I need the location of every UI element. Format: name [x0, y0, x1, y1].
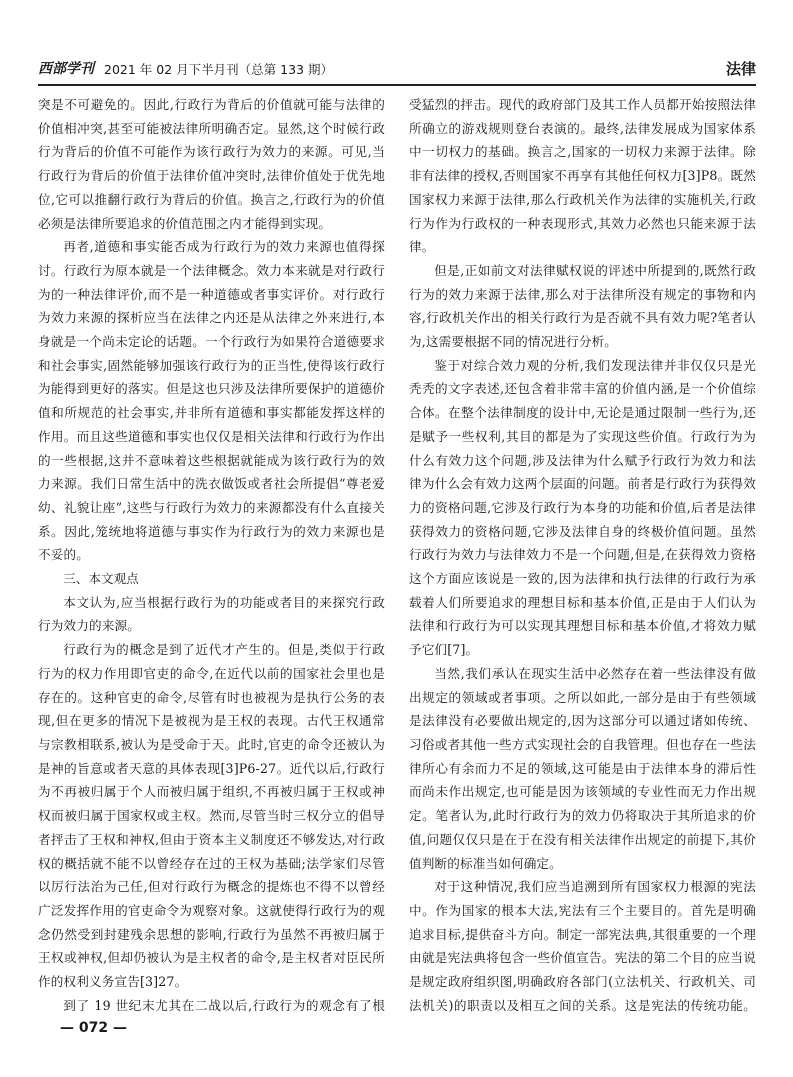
right-column: [409, 93, 756, 1013]
paragraph: 突是不可避免的。因此,行政行为背后的价值就可能与法律的价值相冲突,甚至可能被法律所明确否定。显然,这个时候行政行为背后的价值不可能作为该行政行为效力的来源。可见,当行政行为背后的价值于法律价值冲突时,法律价值处于优先地位,它可以推翻行政行为背后的价值。换言之,行政行为的价值必须是法律所要追求的价值范围之内才能得到实现。: [38, 97, 385, 231]
section-heading: 三、本文观点: [63, 571, 139, 587]
paragraph: 但是,正如前文对法律赋权说的评述中所提到的,既然行政行为的效力来源于法律,那么对于法律所没有规定的事物和内容,行政机关作出的相关行政行为是否就不具有效力呢?笔者认为,这需要根据不同的情况进行分析。: [409, 262, 756, 350]
paragraph: 行政行为的概念是到了近代才产生的。但是,类似于行政行为的权力作用即官吏的命令,在近代以前的国家社会里也是存在的。这种官吏的命令,尽管有时也被视为是执行公务的表现,但在更多的情况下是被视为是王权的表现。古代王权通常与宗教相联系,被认为是受命于天。此时,官吏的命令还被认为是神的旨意或者天意的具体表现[3]P6-27。近代以后,行政行为不再被归属于个人而被归属于组织,不再被归属于王权或神权而被归属于国家权或主权。然而,尽管当时三权分立的倡导者抨击了王权和神权,但由于资本主义制度还不够发达,对行政权的概括就不能不以曾经存在过的王权为基础;法学家们尽管以厉行法治为己任,但对行政行为概念的提炼也不得不以曾经广泛发挥作用的官吏命令为观察对象。这就使得行政行为的观念仍然受到封建残余思想的影响,行政行为虽然不再被归属于王权或神权,但却仍被认为是主权者的命令,是主权者对臣民所作的权利义务宣告[3]27。: [38, 642, 385, 990]
issue-info: 2021 年 02 月下半月刊（总第 133 期）: [104, 62, 333, 77]
paragraph: 再者,道德和事实能否成为行政行为的效力来源也值得探讨。行政行为原本就是一个法律概念。效力本来就是对行政行为的一种法律评价,而不是一种道德或者事实评价。对行政行为效力来源的探析应当在法律之内还是从法律之外来进行,本身就是一个尚未定论的话题。一个行政行为如果符合道德要求和社会事实,固然能够加强该行政行为的正当性,使得该行政行为能得到更好的落实。但是这也只涉及法律所要保护的道德价值和所规范的社会事实,并非所有道德和事实都能发挥这样的作用。而且这些道德和事实也仅仅是相关法律和行政行为作出的一些根据,这并不意味着这些根据就能成为该行政行为的效力来源。我们日常生活中的洗衣做饭或者社会所提倡“尊老爱幼、礼貌让座”,这些与行政行为效力的来源都没有什么直接关系。因此,笼统地将道德与事实作为行政行为的效力来源也是不妥的。: [38, 239, 385, 563]
paragraph: 本文认为,应当根据行政行为的功能或者目的来探究行政行为效力的来源。: [38, 594, 385, 634]
page-header: [38, 58, 756, 80]
paragraph: 受猛烈的抨击。现代的政府部门及其工作人员都开始按照法律所确立的游戏规则登台表演的。最终,法律发展成为国家体系中一切权力的基础。换言之,国家的一切权力来源于法律。除非有法律的授权,否则国家不再享有其他任何权力[3]P8。既然国家权力来源于法律,那么行政机关作为法律的实施机关,行政行为作为行政权的一种表现形式,其效力必然也只能来源于法律。: [409, 97, 756, 255]
header-rule: [38, 84, 756, 86]
journal-logo: 西部学刊: [38, 61, 94, 77]
section-label: 法律: [725, 60, 756, 78]
paragraph: 当然,我们承认在现实生活中必然存在着一些法律没有做出规定的领域或者事项。之所以如此,一部分是由于有些领域是法律没有必要做出规定的,因为这部分可以通过诸如传统、习俗或者其他一些方式实现社会的自我管理。但也存在一些法律所心有余而力不足的领域,这可能是由于法律本身的滞后性而尚未作出规定,也可能是因为该领域的专业性而无力作出规定。笔者认为,此时行政行为的效力仍将取决于其所追求的价值,问题仅仅只是在于在没有相关法律作出规定的前提下,其价值判断的标准当如何确定。: [409, 665, 756, 871]
left-column: [38, 93, 385, 1013]
page-number: — 072 —: [60, 1020, 127, 1036]
paragraph: 对于这种情况,我们应当追溯到所有国家权力根源的宪法中。作为国家的根本大法,宪法有三个主要目的。首先是明确追求目标,提供奋斗方向。制定一部宪法典,其很重要的一个理由就是宪法典将包含一些价值宣告。宪法的第二个目的应当说是规定政府组织图,明确政府各部门(立法机关、行政机关、司法机关)的职责以及相互之间的关系。这是宪法的传统功能。: [409, 879, 756, 1013]
paragraph: 到了 19 世纪末尤其在二战以后,行政行为的观念有了根: [63, 997, 385, 1013]
paragraph: 鉴于对综合效力观的分析,我们发现法律并非仅仅只是光秃秃的文字表述,还包含着非常丰富的价值内涵,是一个价值综合体。在整个法律制度的设计中,无论是通过限制一些行为,还是赋予一些权利,其目的都是为了实现这些价值。行政行为为什么有效力这个问题,涉及法律为什么赋予行政行为效力和法律为什么会有效力这两个层面的问题。前者是行政行为获得效力的资格问题,它涉及行政行为本身的功能和价值,后者是法律获得效力的资格问题,它涉及法律自身的终极价值问题。虽然行政行为效力与法律效力不是一个问题,但是,在获得效力资格这个方面应该说是一致的,因为法律和执行法律的行政行为承载着人们所要追求的理想目标和基本价值,正是由于人们认为法律和行政行为可以实现其理想目标和基本价值,才将效力赋予它们[7]。: [409, 357, 756, 658]
